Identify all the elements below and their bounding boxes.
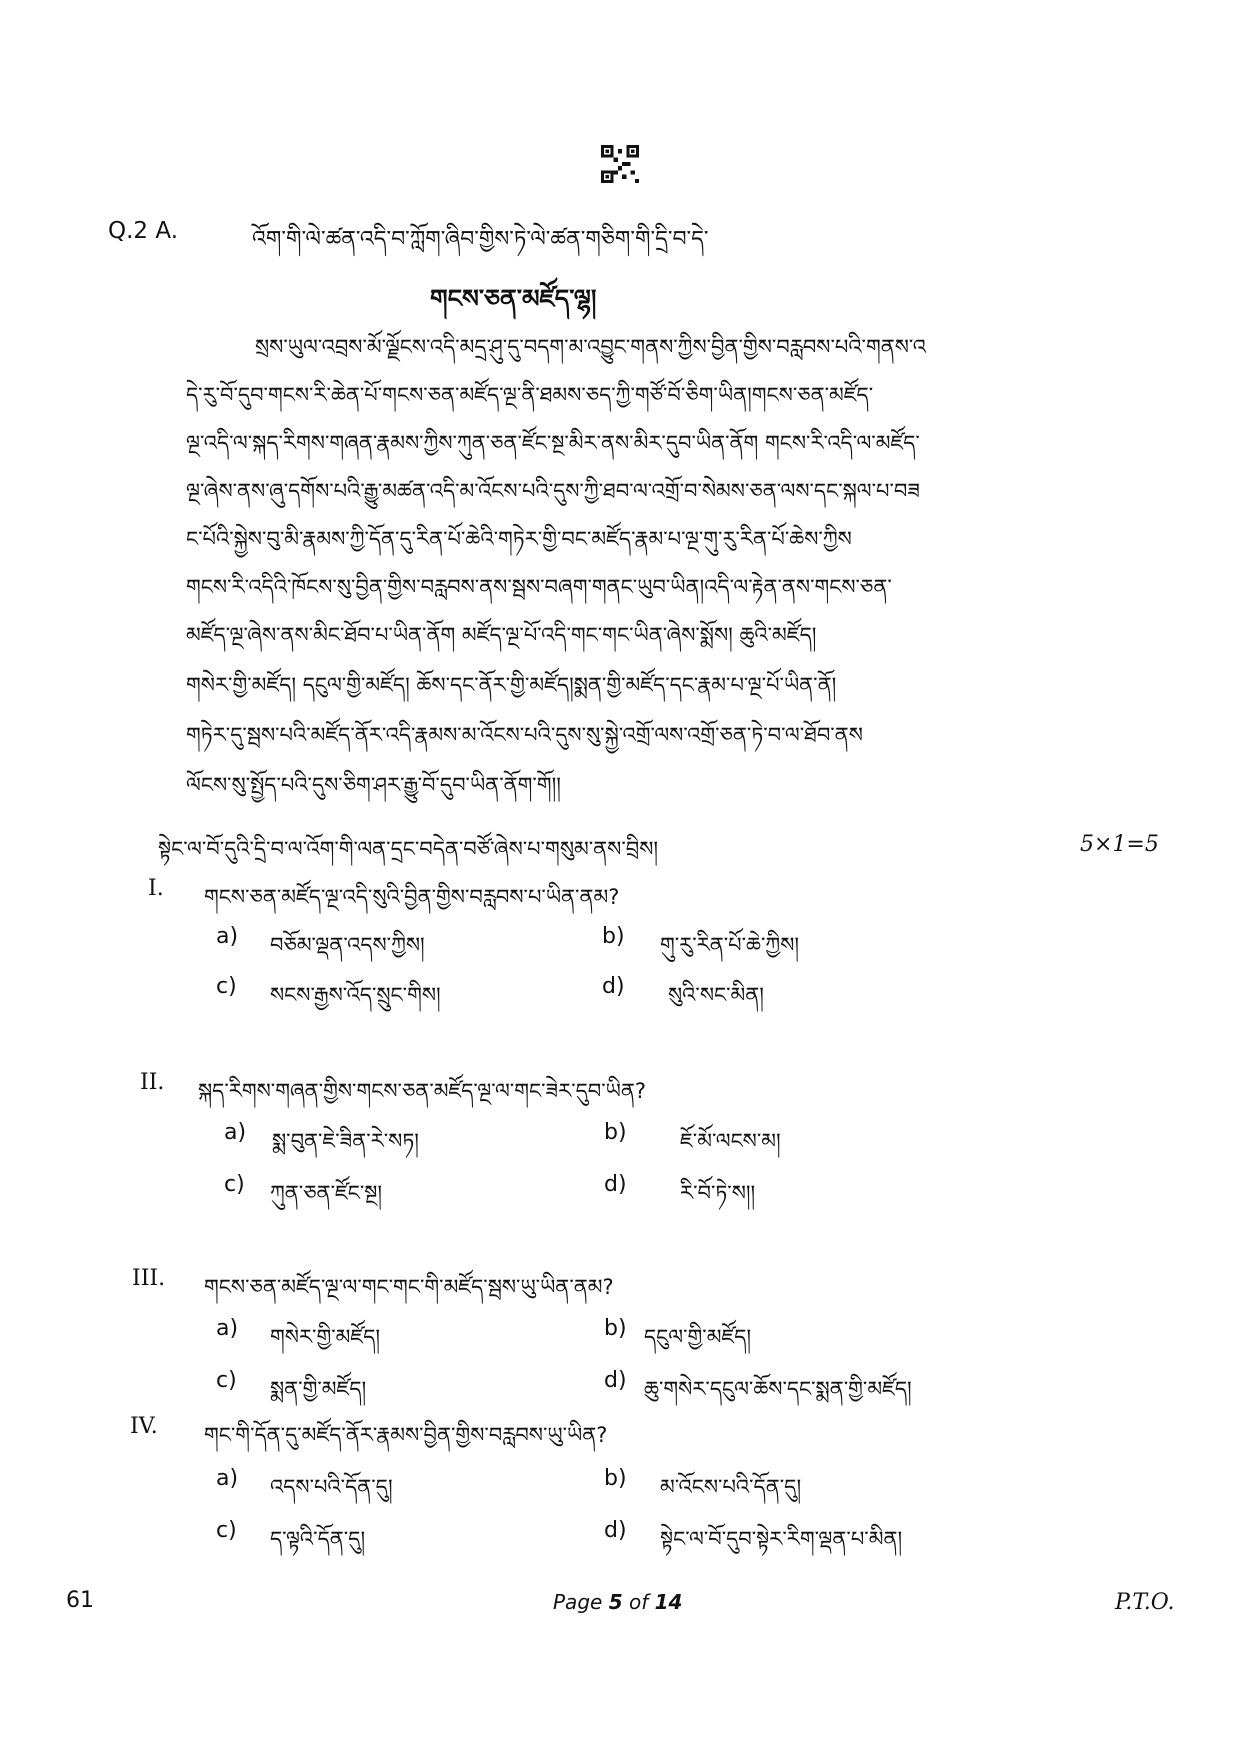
option-text: ཇོ་མོ་ལངས་མ། <box>680 1129 781 1153</box>
option-text: ཆུ་གསེར་དངུལ་ཆོས་དང་སྨན་གྱི་མཛོད། <box>644 1377 912 1401</box>
option-letter: a) <box>216 1466 239 1491</box>
option-text: གསེར་གྱི་མཛོད། <box>270 1325 381 1349</box>
passage-line: ང་པོའི་སྐྱེས་བུ་མི་རྣམས་ཀྱི་དོན་དུ་རིན་པོ་ཆེའི་གཏེར་གྱི་བང་མཛོད་རྣམ་པ་ལྔ་གུ་རུ་རིན་པོ་ཆེས་ཀྱིས <box>186 527 852 551</box>
item-number: IV. <box>130 1414 158 1439</box>
sub-instruction: སྟེང་ལ་བོ་དུའི་དྲི་བ་ལ་འོག་གི་ལན་དྲང་བདེན་བཙོ་ཞེས་པ་གསུམ་ནས་བྲིས། <box>158 837 659 861</box>
item-number: II. <box>140 1070 165 1095</box>
item-question: གང་གི་དོན་དུ་མཛོད་ནོར་རྣམས་བྱིན་གྱིས་བརླབས་ཡུ་ཡིན? <box>204 1423 608 1447</box>
page-indicator <box>553 1590 682 1614</box>
option-letter: d) <box>604 1172 627 1197</box>
option-text: མ་འོངས་པའི་དོན་དུ། <box>660 1475 802 1499</box>
option-letter: d) <box>604 1368 627 1393</box>
option-text: རི་བོ་ཏེ་ས།། <box>680 1181 756 1205</box>
option-text: སྟེང་ལ་བོ་དུབ་སྟེར་རིག་ལྡན་པ་མིན། <box>660 1527 903 1551</box>
passage-line: གསེར་གྱི་མཛོད། དངུལ་གྱི་མཛོད། ཆོས་དང་ནོར་གྱི་མཛོད།སྨན་གྱི་མཛོད་དང་རྣམ་པ་ལྔ་པོ་ཡིན་ནོ། <box>186 673 837 697</box>
item-question: གངས་ཅན་མཛོད་ལྔ་འདི་སུའི་བྱིན་གྱིས་བརླབས་པ་ཡིན་ནམ? <box>204 885 620 909</box>
option-letter: c) <box>224 1172 245 1197</box>
option-text: སྨ་བུན་ཇེ་ཟིན་རེ་སཏ། <box>272 1129 419 1153</box>
item-number: I. <box>148 876 164 901</box>
passage-line: མཛོད་ལྔ་ཞེས་ནས་མིང་ཐོབ་པ་ཡིན་ནོག མཛོད་ལྔ་པོ་འདི་གང་གང་ཡིན་ཞེས་སྨོས། ཆུའི་མཛོད། <box>186 623 817 647</box>
page-current: 5 <box>608 1590 623 1614</box>
item-number: III. <box>132 1266 166 1291</box>
option-letter: b) <box>602 924 625 949</box>
option-letter: a) <box>216 924 239 949</box>
qr-code-icon <box>601 145 639 183</box>
option-letter: c) <box>216 1518 237 1543</box>
question-number: Q.2 A. <box>108 218 178 244</box>
option-letter: a) <box>216 1316 239 1341</box>
option-letter: d) <box>604 1518 627 1543</box>
passage-line: ལྔ་འདི་ལ་སྐད་རིགས་གཞན་རྣམས་ཀྱིས་ཀུན་ཅན་ཛོང་སྔ་མིར་ནས་མིར་དུབ་ཡིན་ནོག གངས་རི་འདི་ལ་མཛོད་ <box>186 431 920 455</box>
option-text: སྨན་གྱི་མཛོད། <box>270 1377 367 1401</box>
option-text: སངས་རྒྱས་འོད་སྲུང་གིས། <box>270 983 441 1007</box>
paper-code: 61 <box>66 1588 94 1613</box>
page-of: of <box>622 1590 655 1614</box>
option-text: དངུལ་གྱི་མཛོད། <box>644 1325 752 1349</box>
item-question: སྐད་རིགས་གཞན་གྱིས་གངས་ཅན་མཛོད་ལྔ་ལ་གང་ཟེར་དུབ་ཡིན? <box>198 1079 647 1103</box>
option-letter: b) <box>604 1120 627 1145</box>
marks-label: 5×1=5 <box>1080 832 1159 857</box>
page-prefix: Page <box>553 1590 609 1614</box>
page-total: 14 <box>654 1590 683 1614</box>
pto-label: P.T.O. <box>1115 1590 1175 1615</box>
passage-line: དེ་རུ་བོ་དུབ་གངས་རི་ཆེན་པོ་གངས་ཅན་མཛོད་ལྔ་ནི་ཐམས་ཅད་ཀྱི་གཙོ་བོ་ཅིག་ཡིན།གངས་ཅན་མཛོད་ <box>186 383 874 407</box>
option-text: བཅོམ་ལྡན་འདས་ཀྱིས། <box>270 933 425 957</box>
option-text: གུ་རུ་རིན་པོ་ཆེ་ཀྱིས། <box>660 933 800 957</box>
passage-line: གཏེར་དུ་སྦས་པའི་མཛོད་ནོར་འདི་རྣམས་མ་འོངས་པའི་དུས་སུ་སྐྱེ་འགྲོ་ལས་འགྲོ་ཅན་ཏེ་བ་ལ་ཐོབ་ནས <box>186 723 863 747</box>
option-text: འདས་པའི་དོན་དུ། <box>270 1475 393 1499</box>
passage-line: ལྔ་ཞེས་ནས་ཞུ་དགོས་པའི་རྒྱུ་མཚན་འདི་མ་འོངས་པའི་དུས་ཀྱི་ཐབ་ལ་འགྲོ་བ་སེམས་ཅན་ལས་དང་སྐལ་པ་བཟ <box>186 479 920 503</box>
option-text: སུའི་སང་མིན། <box>668 983 764 1007</box>
item-question: གངས་ཅན་མཛོད་ལྔ་ལ་གང་གང་གི་མཛོད་སྦས་ཡུ་ཡིན་ནམ? <box>204 1275 614 1299</box>
passage-title: གངས་ཅན་མཛོད་ལྷ། <box>430 284 597 313</box>
option-letter: c) <box>216 1368 237 1393</box>
option-letter: b) <box>604 1466 627 1491</box>
option-letter: d) <box>602 974 625 999</box>
question-instruction: འོག་གི་ལེ་ཚན་འདི་བ་ཀློག་ཞིབ་གྱིས་ཏེ་ལེ་ཚན་གཅིག་གི་དྲི་བ་དེ་ <box>252 227 709 252</box>
option-letter: c) <box>216 974 237 999</box>
option-letter: a) <box>224 1120 247 1145</box>
option-text: ཀུན་ཅན་ཛོང་སྔ། <box>270 1181 383 1205</box>
option-text: ད་ལྟའི་དོན་དུ། <box>270 1527 366 1551</box>
passage-line: སྲས་ཡུལ་འབྲས་མོ་ལྗོངས་འདི་མདྲ་ཤུ་དུ་བདག་མ་འབྱུང་གནས་ཀྱིས་བྱིན་གྱིས་བརླབས་པའི་གནས་འ <box>255 335 926 359</box>
option-letter: b) <box>604 1316 627 1341</box>
passage-line: ལོངས་སུ་སྤྱོད་པའི་དུས་ཅིག་ཤར་རྒྱུ་བོ་དུབ་ཡིན་ནོག་གོ།། <box>186 773 561 797</box>
passage-line: གངས་རི་འདིའི་ཁོངས་སུ་བྱིན་གྱིས་བརླབས་ནས་སྦས་བཞག་གནང་ཡུབ་ཡིན།འདི་ལ་རྟེན་ནས་གངས་ཅན་ <box>186 575 892 599</box>
